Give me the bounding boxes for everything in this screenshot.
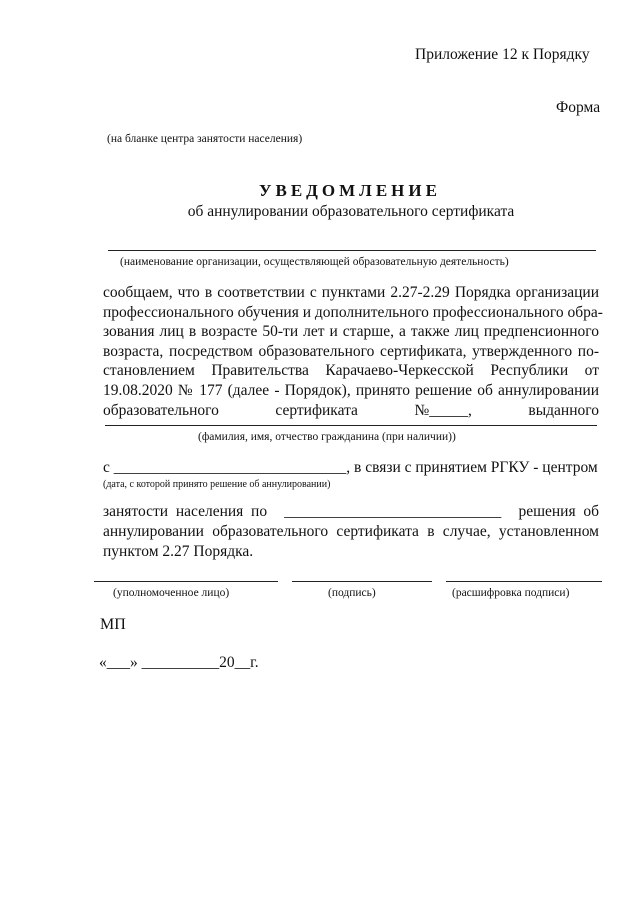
certificate-number: №_____,: [414, 401, 472, 419]
paragraph-line: становлением Правительства Карачаево-Черкесской Республики от: [103, 362, 599, 380]
paragraph-text: занятости населения по: [103, 503, 268, 520]
certificate-word: образовательного: [103, 401, 219, 419]
paragraph-line: пунктом 2.27 Порядка.: [103, 543, 254, 560]
paragraph-line: [103, 502, 599, 522]
signature-decoding-caption: (расшифровка подписи): [452, 587, 570, 599]
signature-caption: (подпись): [328, 587, 376, 599]
paragraph-text: решения об: [518, 503, 599, 520]
signature-line: [292, 581, 432, 582]
paragraph-line: аннулировании образовательного сертификата в случае, установленном: [103, 523, 599, 540]
date-suffix: , в связи с принятием РГКУ - центром: [346, 459, 598, 476]
certificate-word: сертификата: [275, 401, 358, 419]
organization-name-line: [108, 250, 596, 251]
certificate-line: [103, 401, 599, 421]
notice-paragraph: [103, 283, 603, 420]
paragraph-line: профессионального обучения и дополнительного профессионального обра-: [103, 303, 603, 321]
letterhead-note: (на бланке центра занятости населения): [107, 133, 303, 145]
document-title: УВЕДОМЛЕНИЕ: [259, 181, 441, 200]
date-footer: [99, 654, 259, 672]
authorized-person-caption: (уполномоченное лицо): [113, 587, 230, 599]
date-caption: (дата, с которой принято решение об аннулировании): [103, 479, 331, 490]
paragraph-line: 19.08.2020 № 177 (далее - Порядок), принято решение об аннулировании: [103, 381, 599, 399]
year-blank: 20__г.: [219, 654, 259, 671]
authorized-person-line: [94, 581, 278, 582]
decision-paragraph: [103, 502, 599, 562]
paragraph-line: зования лиц в возрасте 50-ти лет и старше, а также лиц предпенсионного: [103, 323, 599, 341]
signature-decoding-line: [446, 581, 602, 582]
decision-blank: ____________________________: [284, 503, 502, 520]
organization-caption: (наименование организации, осуществляющей образовательную деятельность): [120, 256, 509, 268]
paragraph-line: сообщаем, что в соответствии с пунктами 2.27-2.29 Порядка организации: [103, 284, 599, 301]
appendix-reference: Приложение 12 к Порядку: [415, 46, 590, 63]
day-blank: «___»: [99, 654, 138, 671]
person-name-line: [105, 425, 597, 426]
paragraph-line: возраста, посредством образовательного сертификата, утвержденного по-: [103, 342, 599, 360]
month-blank: __________: [141, 654, 220, 671]
date-blank: ______________________________: [113, 459, 347, 476]
person-caption: (фамилия, имя, отчество гражданина (при наличии)): [198, 431, 456, 443]
form-label: Форма: [556, 99, 601, 116]
certificate-word: выданного: [528, 401, 599, 419]
date-prefix: с: [103, 459, 110, 476]
date-line: [103, 459, 598, 477]
stamp-place: МП: [100, 616, 126, 633]
document-subtitle: об аннулировании образовательного сертификата: [187, 203, 515, 220]
